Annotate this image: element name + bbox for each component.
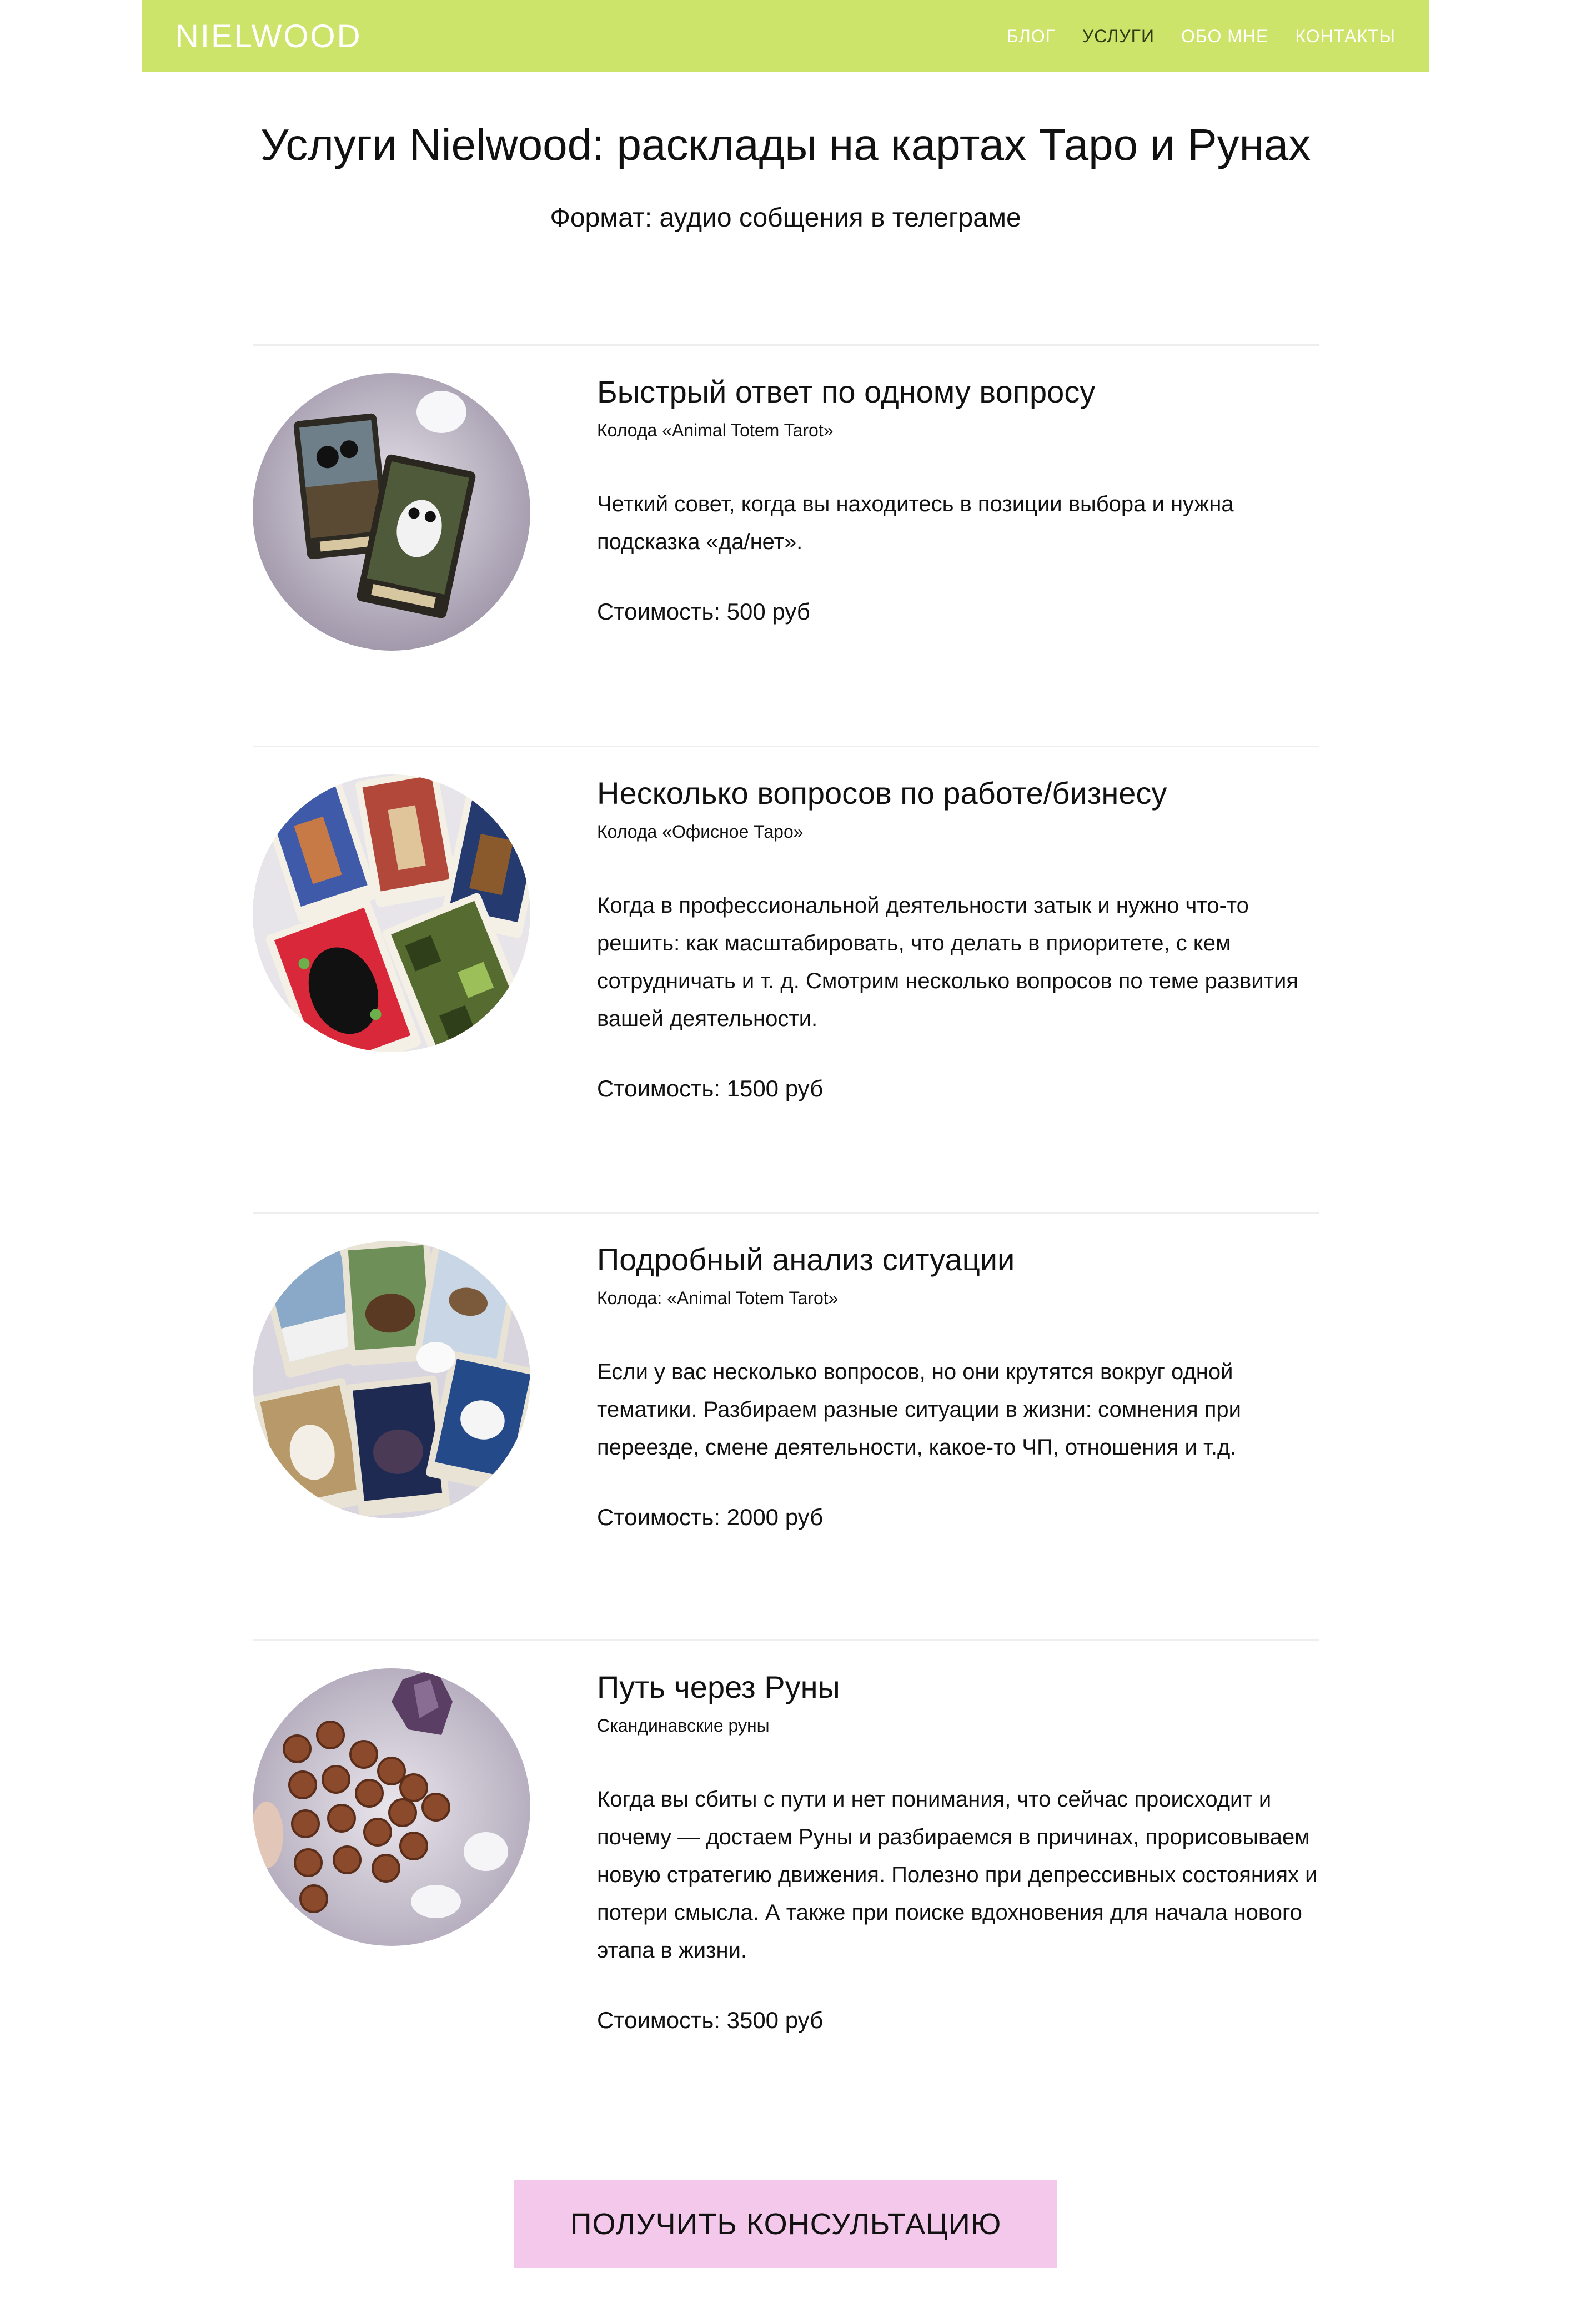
section-divider bbox=[253, 1639, 1319, 1641]
service-title: Несколько вопросов по работе/бизнесу bbox=[597, 776, 1167, 811]
service-deck: Колода «Animal Totem Tarot» bbox=[597, 420, 834, 441]
service-price: Стоимость: 3500 руб bbox=[597, 2007, 824, 2034]
nav-services[interactable]: УСЛУГИ bbox=[1082, 26, 1155, 46]
nav-contacts[interactable]: КОНТАКТЫ bbox=[1295, 26, 1396, 46]
section-divider bbox=[253, 746, 1319, 747]
site-logo[interactable]: NIELWOOD bbox=[175, 18, 362, 54]
service-title: Подробный анализ ситуации bbox=[597, 1242, 1015, 1277]
service-title: Путь через Руны bbox=[597, 1669, 840, 1704]
service-text bbox=[597, 1668, 1319, 2034]
tarot-cards-photo bbox=[253, 373, 530, 651]
service-deck: Скандинавские руны bbox=[597, 1716, 770, 1736]
service-deck: Колода «Офисное Таро» bbox=[597, 822, 804, 842]
tarot-spread-photo bbox=[253, 1241, 530, 1518]
service-description: Когда вы сбиты с пути и нет понимания, что сейчас происходит и почему — достаем Руны и разбираемся в причинах, прорисовываем новую стратегию движения. Полезно при депрессивных состояниях и потери смысла. А также при поиске вдохновения для начала нового этапа в жизни. bbox=[597, 1787, 1318, 1963]
section-divider bbox=[253, 344, 1319, 346]
service-text bbox=[597, 1241, 1319, 1531]
service-description: Когда в профессиональной деятельности затык и нужно что-то решить: как масштабировать, что делать в приоритете, с кем сотрудничать и т. д. Смотрим несколько вопросов по теме развития вашей деятельности. bbox=[597, 893, 1298, 1032]
page-subtitle: Формат: аудио собщения в телеграме bbox=[550, 203, 1021, 233]
page-title: Услуги Nielwood: расклады на картах Таро и Рунах bbox=[260, 120, 1311, 169]
main-nav bbox=[1007, 26, 1396, 47]
runes-photo bbox=[253, 1668, 530, 1946]
office-tarot-photo bbox=[253, 774, 530, 1052]
nav-about[interactable]: ОБО МНЕ bbox=[1181, 26, 1269, 46]
service-text bbox=[597, 774, 1319, 1102]
service-price: Стоимость: 1500 руб bbox=[597, 1075, 824, 1102]
service-price: Стоимость: 2000 руб bbox=[597, 1504, 824, 1531]
section-divider bbox=[253, 1212, 1319, 1214]
nav-blog[interactable]: БЛОГ bbox=[1006, 26, 1056, 46]
service-deck: Колода: «Animal Totem Tarot» bbox=[597, 1288, 839, 1309]
service-title: Быстрый ответ по одному вопросу bbox=[597, 374, 1096, 409]
service-description: Четкий совет, когда вы находитесь в позиции выбора и нужна подсказка «да/нет». bbox=[597, 492, 1234, 555]
service-price: Стоимость: 500 руб bbox=[597, 598, 810, 625]
service-text bbox=[597, 373, 1319, 625]
service-description: Если у вас несколько вопросов, но они крутятся вокруг одной тематики. Разбираем разные ситуации в жизни: сомнения при переезде, смене деятельности, какое-то ЧП, отношения и т.д. bbox=[597, 1360, 1242, 1460]
site-header bbox=[142, 0, 1429, 72]
get-consultation-button[interactable]: ПОЛУЧИТЬ КОНСУЛЬТАЦИЮ bbox=[514, 2180, 1057, 2268]
